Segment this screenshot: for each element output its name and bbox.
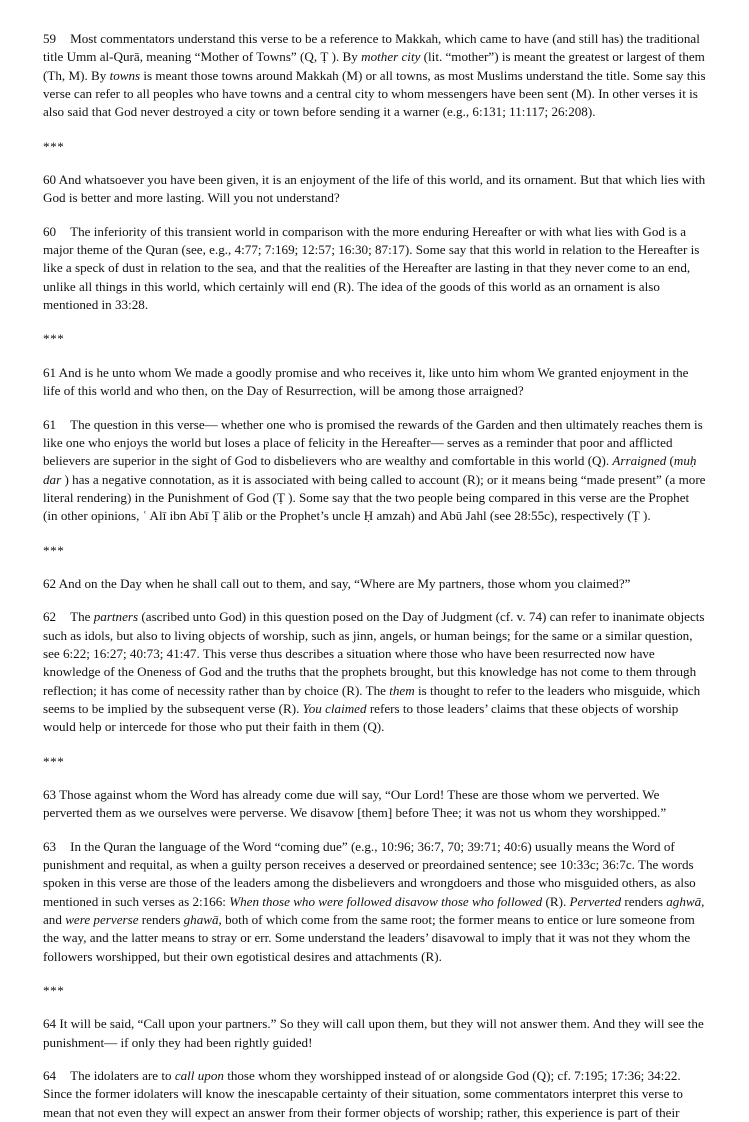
italic-term: partners (93, 609, 139, 625)
italic-term: muḥ dar (43, 453, 697, 487)
italic-term: Arraigned (612, 453, 667, 469)
number-indent-spacer (56, 30, 70, 48)
italic-term: When those who were followed disavow those who followed (229, 893, 543, 909)
verse-paragraph (43, 364, 706, 401)
number-indent-spacer (56, 838, 70, 856)
body-text: Those against whom the Word has already come due will say, “Our Lord! These are those whom we perverted. We perverted them as we ourselves were perverse. We disavow [them] before Thee; it was not us whom they worshipped.” (43, 787, 667, 821)
commentary-paragraph (43, 416, 709, 526)
section-separator: *** (43, 138, 65, 154)
verse-paragraph (43, 575, 706, 593)
commentary-number: 60 (43, 223, 57, 239)
section-separator: *** (43, 753, 65, 769)
section-separator: *** (43, 331, 65, 347)
commentary-paragraph (43, 838, 706, 966)
body-text: ( (666, 453, 674, 469)
number-indent-spacer (56, 608, 70, 626)
section-separator: *** (43, 983, 65, 999)
body-text: And whatsoever you have been given, it is an enjoyment of the life of this world, and its ornament. But that which lies with God is better and more lasting. Will you not understand? (43, 172, 709, 206)
body-text: (ascribed unto God) in this question posed on the Day of Judgment (cf. v. 74) can refer to inanimate objects such as idols, but also to living objects of worship, such as jinn, angels, or human beings; for the same or a similar question, see 6:22; 16:27; 40:73; 41:47. This verse thus describes a situation where those who have been resurrected now have knowledge of the Oneness of God and the truths that the prophets brought, but this knowledge has not come to them through reflection; it has come of necessity rather than by choice (R). The (43, 609, 708, 698)
body-text: In the Quran the language of the Word “coming due” (e.g., 10:96; 36:7, 70; 39:71; 40:6) usually means the Word of punishment and requital, as when a guilty person receives a deserved or preordained sentence; see 10:33c; 36:7c. The words spoken in this verse are those of the leaders among the disbelievers and wrongdoers and those who misguided others, as also mentioned in such verses as 2:166: (43, 838, 699, 909)
body-text: And is he unto whom We made a goodly promise and who receives it, like unto him whom We granted enjoyment in the life of this world and who then, on the Day of Resurrection, will be among those arraigned? (43, 364, 692, 399)
commentary-paragraph (43, 1067, 706, 1122)
body-text: renders (138, 912, 184, 928)
body-text: those whom they worshipped instead of or alongside God (Q); cf. 7:195; 17:36; 34:22. Since the former idolaters will know the inescapable certainty of their situation, some commentators interpret this verse to mean that not even they will expect an answer from their former objects of worship; rather, this experience is part of their (43, 1068, 687, 1120)
italic-term: ghawā, (183, 912, 222, 928)
italic-term: were perverse (65, 912, 139, 928)
number-indent-spacer (56, 1067, 70, 1085)
verse-number: 61 (43, 364, 57, 380)
verse-paragraph (43, 1015, 706, 1052)
italic-term: aghwā, (666, 893, 705, 909)
body-text: and (43, 893, 708, 928)
body-text: refers to those leaders’ claims that these objects of worship would help or intercede for those who put their faith in them (Q). (43, 700, 682, 735)
commentary-number: 64 (43, 1068, 57, 1084)
commentary-paragraph (43, 223, 706, 315)
body-text: The inferiority of this transient world in comparison with the more enduring Hereafter or with what lies with God is a major theme of the Quran (see, e.g., 4:77; 7:169; 12:57; 16:30; 87:17). Some say that this world in relation to the Hereafter is like a speck of dust in relation to the sea, and that the realities of the Hereafter are lasting in that they never come to an end, unlike all things in this world, which certainly will end (R). The idea of the goods of this world as an ornament is also mentioned in 33:28. (43, 223, 703, 313)
verse-number: 60 (43, 172, 57, 188)
italic-term: them (389, 682, 415, 698)
commentary-number: 63 (43, 838, 57, 854)
body-text: The (70, 609, 94, 625)
commentary-number: 59 (43, 31, 57, 46)
verse-paragraph (43, 786, 706, 823)
commentary-number: 61 (43, 416, 57, 432)
body-text: Most commentators understand this verse to be a reference to Makkah, which came to have (and still has) the traditional title Umm al-Qurā, meaning “Mother of Towns” (Q, Ṭ ). By (43, 31, 704, 65)
italic-term: call upon (174, 1068, 224, 1084)
italic-term: Perverted (569, 893, 622, 909)
italic-term: You claimed (302, 700, 367, 716)
commentary-paragraph (43, 608, 706, 736)
italic-term: mother city (361, 49, 421, 65)
verse-number: 64 (43, 1016, 57, 1032)
commentary-paragraph (43, 30, 709, 122)
number-indent-spacer (56, 416, 70, 434)
italic-term: towns (109, 67, 141, 83)
body-text: renders (621, 893, 667, 909)
body-text: The question in this verse— whether one who is promised the rewards of the Garden and then ultimately reaches them is like one who enjoys the world but loses a place of felicity in the Hereafter— serves as a reminder that poor and afflicted believers are superior in the sight of God to disbelievers who are wealthy and comfortable in this world (Q). (43, 416, 707, 469)
body-text: both of which come from the same root; the former means to entice or lure someone from the way, and the latter means to stray or err. Some understand the leaders’ disavowal to imply that it was not they whom the followers worshipped, but their own egotistical desires and attachments (R). (43, 912, 699, 964)
verse-number: 62 (43, 575, 57, 591)
body-text: And on the Day when he shall call out to them, and say, “Where are My partners, those whom you claimed?” (58, 575, 631, 591)
verse-number: 63 (43, 787, 57, 802)
body-text: is meant those towns around Makkah (M) or all towns, as most Muslims understand the title. Some say this verse can refer to all peoples who have towns and a central city to whom messengers have been sent (M). In other verses it is also said that God never destroyed a city or town before sending it a warner (e.g., 6:131; 11:117; 26:208). (43, 67, 709, 120)
section-separator: *** (43, 542, 65, 558)
body-text: ) has a negative connotation, as it is associated with being called to account (R); or it means being “made present” (a more literal rendering) in the Punishment of God (Ṭ ). Some say that the two people being compared in this verse are the Prophet (in other opinions, ʿ Alī ibn Abī Ṭ ālib or the Prophet’s uncle Ḥ amzah) and Abū Jahl (see 28:55c), respectively (Ṭ ). (43, 471, 709, 524)
body-text: (R). (542, 893, 570, 909)
commentary-number: 62 (43, 609, 57, 625)
text-column (43, 30, 709, 1122)
body-text: (lit. “mother”) is meant the greatest or largest of them (Th, M). By (43, 49, 709, 83)
body-text: is thought to refer to the leaders who misguide, which seems to be implied by the subsequent verse (R). (43, 682, 704, 716)
body-text: The idolaters are to (70, 1068, 175, 1084)
verse-paragraph (43, 171, 709, 208)
body-text: It will be said, “Call upon your partners.” So they will call upon them, but they will not answer them. And they will see the punishment— if only they had been rightly guided! (43, 1016, 708, 1050)
number-indent-spacer (56, 223, 70, 241)
